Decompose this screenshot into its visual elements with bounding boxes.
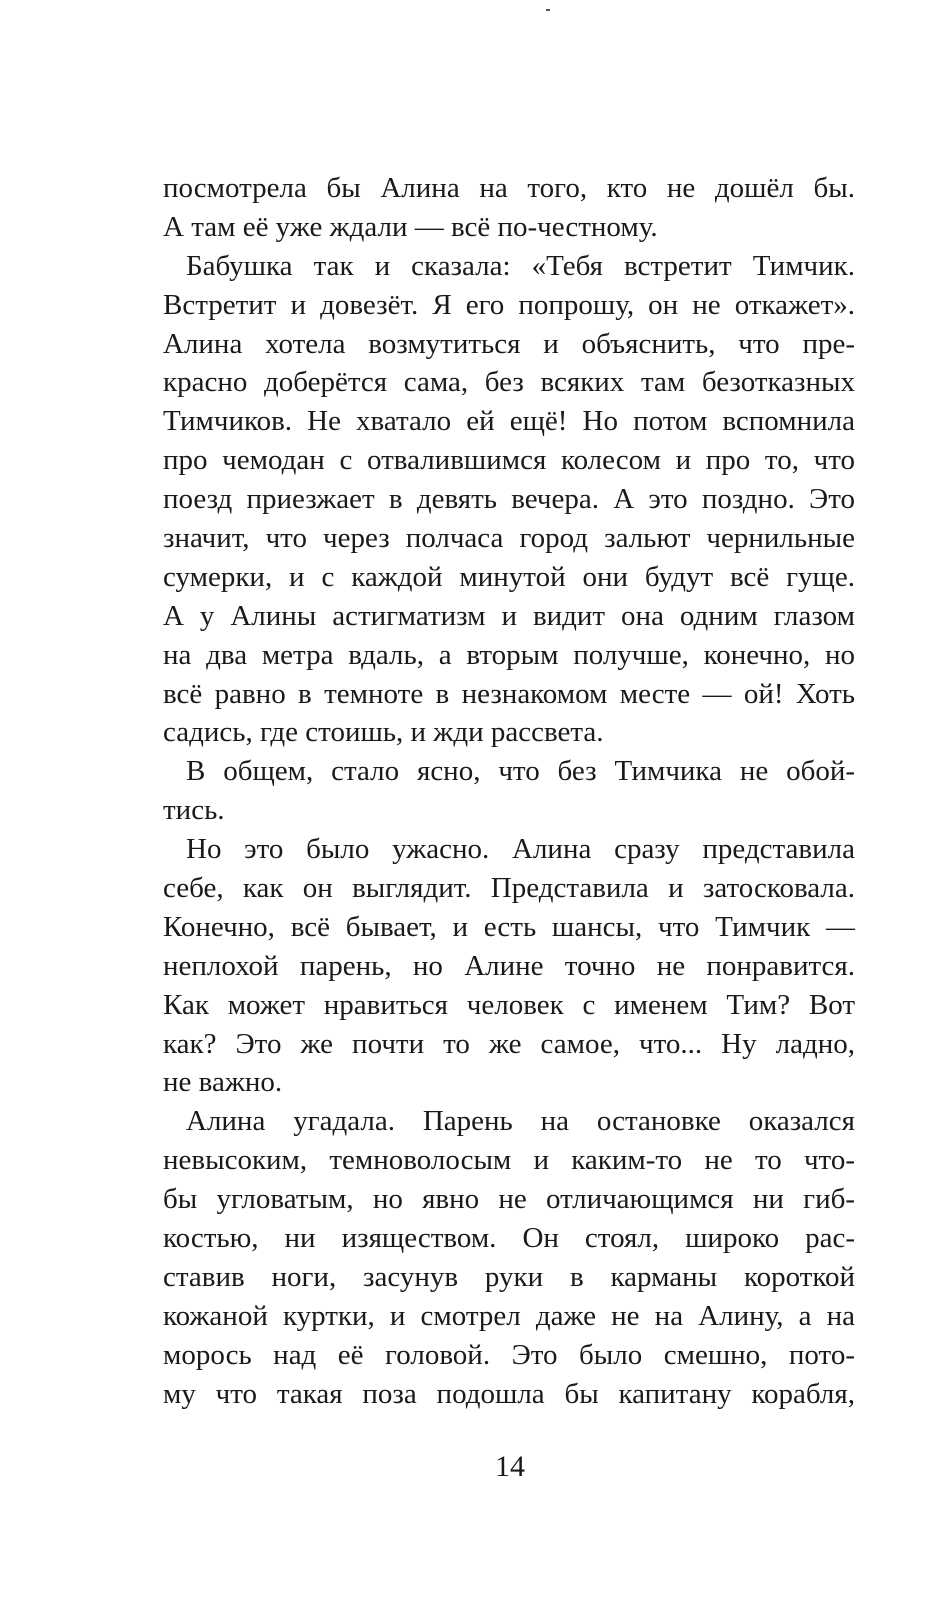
text-line: кожаной куртки, и смотрел даже не на Алину, а на [163, 1299, 855, 1332]
text-line: А там её уже ждали — всё по-честному. [163, 210, 658, 243]
text-line: Бабушка так и сказала: «Тебя встретит Тимчик. [186, 249, 855, 282]
page-number: 14 [495, 1450, 525, 1483]
text-line: бы угловатым, но явно не отличающимся ни гиб- [163, 1183, 855, 1216]
scan-mark [546, 9, 550, 11]
text-line: поезд приезжает в девять вечера. А это поздно. Это [163, 483, 855, 516]
text-line: на два метра вдаль, а вторым получше, конечно, но [163, 638, 855, 671]
text-line: про чемодан с отвалившимся колесом и про то, что [163, 444, 855, 477]
text-line: посмотрела бы Алина на того, кто не дошёл бы. [163, 172, 855, 204]
text-line: Как может нравиться человек с именем Тим? Вот [163, 988, 855, 1021]
text-line: себе, как он выглядит. Представила и затосковала. [163, 872, 855, 905]
text-line: ставив ноги, засунув руки в карманы короткой [163, 1260, 855, 1293]
text-line: всё равно в темноте в незнакомом месте — ой! Хоть [163, 677, 855, 710]
text-line: как? Это же почти то же самое, что... Ну ладно, [163, 1027, 855, 1060]
text-line: сумерки, и с каждой минутой они будут всё гуще. [163, 560, 855, 593]
text-line: не важно. [163, 1066, 283, 1099]
text-line: невысоким, темноволосым и каким-то не то что- [163, 1144, 855, 1177]
text-line: садись, где стоишь, и жди рассвета. [163, 716, 604, 749]
text-line: неплохой парень, но Алине точно не понравится. [163, 949, 855, 982]
text-line: му что такая поза подошла бы капитану корабля, [163, 1377, 855, 1410]
text-line: костью, ни изяществом. Он стоял, широко рас- [163, 1222, 855, 1255]
text-line: Встретит и довезёт. Я его попрошу, он не откажет». [163, 288, 855, 321]
body-text [163, 169, 855, 1414]
text-line: морось над её головой. Это было смешно, пото- [163, 1338, 855, 1371]
text-line: Конечно, всё бывает, и есть шансы, что Тимчик — [163, 910, 855, 943]
text-line: Алина угадала. Парень на остановке оказался [186, 1105, 855, 1138]
text-line: В общем, стало ясно, что без Тимчика не обой- [186, 755, 855, 788]
text-line: Тимчиков. Не хватало ей ещё! Но потом вспомнила [163, 405, 855, 438]
text-line: значит, что через полчаса город зальют чернильные [163, 522, 855, 555]
text-line: Но это было ужасно. Алина сразу представила [186, 833, 855, 866]
text-line: красно доберётся сама, без всяких там безотказных [163, 366, 855, 399]
text-line: Алина хотела возмутиться и объяснить, что пре- [163, 327, 855, 360]
text-line: А у Алины астигматизм и видит она одним глазом [163, 599, 855, 632]
text-line: тись. [163, 794, 225, 827]
